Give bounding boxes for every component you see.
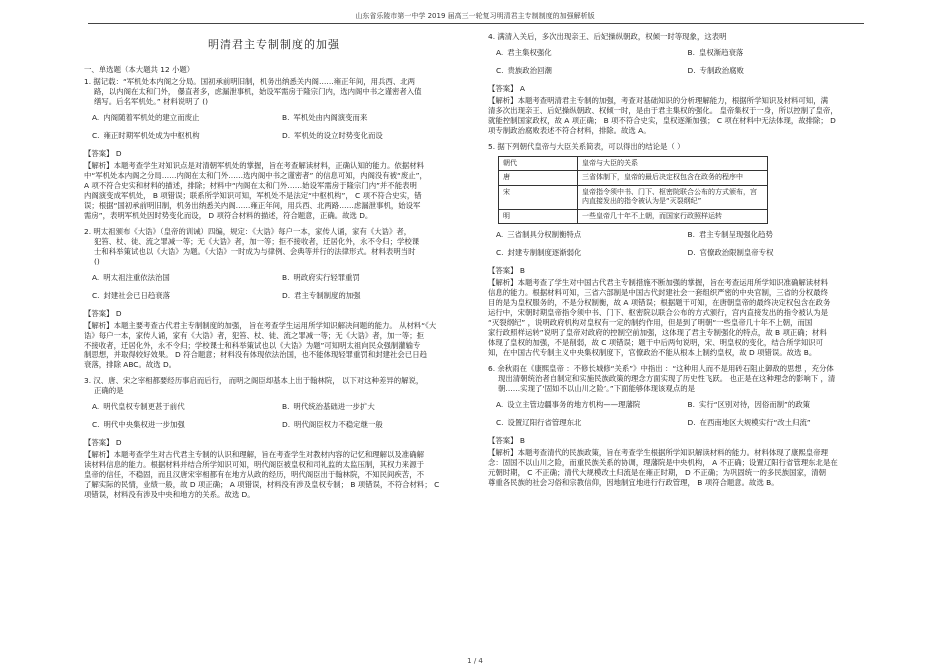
question-text: 缮写。后名军机处。” 材料说明了 () — [94, 96, 209, 106]
table-row — [499, 171, 768, 185]
option-key: A. — [496, 399, 504, 409]
table-cell: 朝代 — [499, 156, 578, 170]
option — [92, 402, 274, 412]
option-key: D. — [687, 417, 696, 427]
question-text: () — [94, 256, 100, 266]
right-column — [488, 32, 871, 494]
option — [496, 418, 680, 428]
question — [488, 364, 871, 488]
explanation-line: 项专制政治腐败表述不符合材料，排除。故选 A。 — [488, 125, 651, 135]
table-cell: 三省体制下，皇帝的最后决定权包含在政务的程序中 — [578, 171, 768, 185]
explanation-line: 误；根据“国初承前明旧制，机务出纳悉关内阁……雍正年间，用兵西、北两路……虑漏泄事机，始设军 — [84, 200, 421, 210]
option — [282, 420, 464, 430]
option-text: 皇权渐趋衰落 — [698, 47, 744, 57]
explanation-line: 【解析】本题主要考查古代君主专制制度的加强， 旨在考查学生运用所学知识解决问题的能力。 从材料“《大 — [84, 320, 437, 330]
explanation-line: 运行中，宋朝时期皇帝指令须中书、门下、枢密院以联合公布的方式颁行，宫内直接发出的指令被认为是 — [488, 307, 828, 317]
explanation-line: 中“军机处本内阁之分局……内阁在太和门外……选内阁中书之谨密者” 的信息可知，内阁没有被“废止”， — [84, 170, 427, 180]
explanation — [84, 321, 464, 371]
answer: 【答案】 D — [84, 148, 122, 158]
option-text: 封建专制制度逐渐弱化 — [507, 248, 582, 258]
explanation-line: 就能控制国家政权，故 A 项正确； B 项不符合史实，皇权逐渐加强； C 项在材料中无法体现，故排除； D — [488, 115, 836, 125]
explanation-line: 家行政照样运转”说明了皇帝对政府的控制空前加强，这体现了君主专制强化的特点，故 B 项正确；材料 — [488, 327, 827, 337]
explanation-line: 目的是为皇权服务的，不是分权制衡，故 A 项错误；根据题干可知，在唐朝皇帝的最终决定权包含在政务 — [488, 297, 831, 307]
option-text: 三省制具分权制衡特点 — [507, 230, 582, 240]
option-text: 明代中央集权进一步加强 — [103, 420, 185, 430]
option — [496, 248, 680, 258]
option-key: C. — [496, 65, 504, 75]
option — [282, 113, 464, 123]
question-text: 3. 汉、唐、宋之宰相都要经历事启而后行， 而明之阁臣却基本上出于翰林院， 以下对这种差异的解说， — [84, 376, 424, 386]
question — [488, 32, 871, 136]
options — [496, 48, 871, 76]
left-questions — [84, 77, 464, 500]
option-key: B. — [687, 399, 695, 409]
explanation-line: 念：固国不以山川之险，而重民族关系的协调，理藩院是中央机构， A 不正确；设置辽阳行省管理东北是在 — [488, 457, 838, 467]
option-key: D. — [282, 130, 291, 140]
option-key: C. — [92, 130, 100, 140]
table-row — [499, 156, 768, 170]
option-key: C. — [496, 248, 504, 258]
explanation-line: 知，在中国古代专制主义中央集权制度下，官僚政治不能从根本上制约皇权，故 D 项错误。故选 B。 — [488, 347, 817, 357]
option-key: D. — [687, 65, 696, 75]
question-text: 现出清朝统治者自制定和实施民族政策的理念方面实现了历史性飞跃。 也正是在这种理念的影响下 ，清 — [498, 373, 836, 383]
option — [92, 420, 274, 430]
table-cell: 皇帝与大臣的关系 — [578, 156, 768, 170]
document-title: 明清君主专制制度的加强 — [208, 38, 340, 51]
option-text: 军机处由内阁演变而来 — [293, 112, 368, 122]
header-rule — [88, 23, 864, 24]
option-key: B. — [282, 112, 290, 122]
option-text: 封建社会已日趋衰落 — [103, 290, 171, 300]
option — [496, 400, 680, 410]
option — [282, 291, 464, 301]
left-column — [84, 32, 464, 506]
table-row — [499, 209, 768, 223]
answer: 【答案】 B — [488, 435, 525, 445]
question — [84, 376, 464, 500]
option-text: 明政府实行轻罪重罚 — [293, 272, 360, 282]
question-text: 士和科举策试也以《大诰》为题。《大诰》一时成为与律例、会典等并行的法律形式。材料表明当时 — [94, 246, 416, 256]
option-text: 设立主管边疆事务的地方机构——理藩院 — [507, 399, 641, 409]
option — [282, 273, 464, 283]
options — [92, 402, 464, 430]
option — [496, 66, 680, 76]
option — [92, 273, 274, 283]
question-text: 犯笞、杖、徒、流之罪减一等；无《大诰》者，加一等；拒不接收者，迁居化外，永不令归；学校课 — [94, 236, 420, 246]
explanation-line: 需房”，表明军机处因时势变化而设， D 项符合材料的描述，符合题意，正确。故选 D。 — [84, 210, 373, 220]
page-number: 1 / 4 — [467, 656, 483, 665]
option-text: 君主专制呈现强化趋势 — [698, 230, 773, 240]
option-key: C. — [92, 420, 100, 430]
options — [496, 230, 871, 258]
explanation-line: 信息的能力。根据材料可知，三省六部制是中国古代封建社会一套组织严密的中央官制，三省的分权最终 — [488, 287, 828, 297]
option-text: 明代阁臣权力不稳定继一般 — [294, 420, 383, 430]
option-key: B. — [282, 272, 290, 282]
option — [688, 48, 872, 58]
option — [688, 418, 872, 428]
answer: 【答案】 D — [84, 438, 122, 448]
option-key: A. — [92, 112, 100, 122]
option-key: C. — [496, 417, 504, 427]
options — [92, 113, 464, 141]
option — [496, 230, 680, 240]
option — [688, 66, 872, 76]
explanation-line: 皇帝的信任，不稳固，而且汉唐宋宰相都有在地方从政的经历，明代阁臣出于翰林院，不知民间疾苦，不 — [84, 470, 424, 480]
page-header: 山东省乐陵市第一中学 2019 届高三一轮复习明清君主专制制度的加强解析版 — [355, 12, 595, 20]
table-cell: 一些皇帝几十年不上朝，而国家行政照样运转 — [578, 209, 768, 223]
option-key: A. — [496, 230, 504, 240]
option — [92, 113, 274, 123]
option — [282, 402, 464, 412]
option-key: D. — [687, 248, 696, 258]
explanation-line: 诰》每户一本，家传人诵，家有《大诰》者，犯笞、杖、徒、流之罪减一等；无《大诰》者，加一等；拒 — [84, 330, 424, 340]
explanation-line: 衰落，排除 ABC。故选 D。 — [84, 360, 177, 370]
explanation-line: 尊重各民族的社会习俗和宗教信仰，因地制宜地进行行政管理， B 项符合题意。故选 B。 — [488, 477, 779, 487]
option-text: 明太祖注重依法治国 — [103, 272, 170, 282]
question — [488, 142, 871, 358]
option-text: 雍正时期军机处成为中枢机构 — [103, 130, 200, 140]
option-key: B. — [282, 402, 290, 412]
question-text: 5. 据下列朝代皇帝与大臣关系简表，可以得出的结论是（ ） — [488, 141, 685, 151]
option-text: 明代皇权专制更甚于前代 — [103, 402, 185, 412]
option — [282, 131, 464, 141]
table-cell: 皇帝指令须中书、门下、枢密院联合公布的方式颁布，宫内直接发出的指令被认为是“灭裂纲纪” — [578, 185, 768, 209]
option — [496, 48, 680, 58]
explanation-line: 【解析】本题考查清代的民族政策，旨在考查学生根据所学知识解读材料的能力。材料体现了康熙皇帝理 — [488, 447, 828, 457]
explanation-line: 【解析】本题考查学生对古代君主专制的认识和理解，旨在考查学生对教材内容的记忆和理解以及准确解 — [84, 450, 424, 460]
option-text: 在西南地区大规模实行“改土归流” — [699, 417, 811, 427]
option-key: D. — [282, 420, 291, 430]
table-cell: 唐 — [499, 171, 578, 185]
option-key: A. — [92, 402, 100, 412]
question-text: 路，以内阁在太和门外， 儤直者多，虑漏泄事机，始设军需房于隆宗门内，选内阁中书之谨密者入值 — [94, 86, 422, 96]
explanation-line: 体现了皇权的加强，不是削弱，故 C 项错误；题干中后两句说明，宋、明皇权的变化，结合所学知识可 — [488, 337, 824, 347]
option-key: D. — [282, 290, 291, 300]
explanation-line: 内阁演变成军机处， B 项错误；联系所学知识可知，军机处不是法定“中枢机构”， C 项不符合史实，错 — [84, 190, 422, 200]
table-cell: 明 — [499, 209, 578, 223]
explanation-line: 读材料信息的能力。根据材料并结合所学知识可知，明代阁臣被皇权和司礼监的太监压制，其权力来源于 — [84, 460, 424, 470]
options — [92, 273, 464, 301]
explanation-line: 【解析】本题考查了学生对中国古代君主专制措施不断加强的掌握，旨在考查运用所学知识准确解读材料 — [488, 278, 828, 287]
option — [688, 230, 872, 240]
explanation-line: 清多次出现亲王、后妃操纵朝政、权倾一时，是由于君主集权的强化。 皇帝集权于一身，所以控制了皇帝， — [488, 105, 838, 115]
options — [496, 400, 871, 428]
option — [688, 248, 872, 258]
explanation-line: 制思想，并取得较好效果。 D 符合题意；材料没有体现依法治国，也不能体现轻罪重罚和封建社会已日趋 — [84, 350, 427, 360]
question-text: 1. 据记载：“军机处本内阁之分局。国初承前明旧制，机务出纳悉关内阁……雍正年间，用兵西、北两 — [84, 76, 416, 86]
option — [92, 291, 274, 301]
explanation-line: 不接收者，迁居化外，永不令归；学校课士和科举策试也以《大诰》为题”可知明太祖向民众强制灌输专 — [84, 340, 421, 350]
explanation — [84, 161, 464, 221]
question — [84, 77, 464, 221]
option-text: 贵族政治回潮 — [507, 65, 552, 75]
option-text: 君主专制制度的加强 — [294, 290, 361, 300]
question-text: 4. 满清入关后，多次出现亲王、后妃操纵朝政，权倾一时等现象，这表明 — [488, 32, 727, 41]
answer: 【答案】 B — [488, 266, 525, 276]
explanation-line: “灭裂纲纪” ，说明政府机构对皇权有一定的制约作用，但是到了明朝“一些皇帝几十年不上朝，而国 — [488, 317, 813, 327]
explanation-line: A 项不符合史实和材料的描述，排除；材料中“内阁在太和门外……始设军需房于隆宗门内”并不能表明 — [84, 180, 417, 190]
explanation — [488, 448, 871, 488]
option-key: A. — [92, 272, 100, 282]
explanation — [488, 278, 871, 358]
section-heading: 一、单选题（本大题共 12 小题） — [84, 64, 195, 74]
explanation-line: 了解实际的民情，业绩一般，故 D 项正确； A 项错误，材料没有涉及皇权专制； B 项错误，不符合材料； C — [84, 480, 440, 490]
question-text: 6. 余秋雨在《康熙皇帝 ：不修长城修“关系”》中指出 ：“这种用人而不是用砖石阻止御敌的思想 ，充分体 — [488, 363, 834, 373]
explanation-line: 【解析】本题考查学生对知识点是对清朝军机处的掌握，旨在考查解读材料，正确认知的能力。依据材料 — [84, 160, 424, 170]
option-text: 设置辽阳行省管理东北 — [507, 417, 582, 427]
option-text: 明代统治基础进一步扩大 — [293, 402, 375, 412]
option-text: 实行“区别对待，因俗而制”的政策 — [698, 399, 811, 409]
question-text: 朝……实现了‘固如不以山川之险’。”下面能够体现该观点的是 — [498, 383, 695, 393]
option-key: B. — [687, 230, 695, 240]
right-questions — [488, 32, 871, 488]
option-key: B. — [687, 47, 695, 57]
option-key: C. — [92, 290, 100, 300]
question-text: 2. 明太祖颁布《大诰》（皇帝的训诫）四编，规定：《大诰》每户一本，家传人诵，家有《大诰》者， — [84, 226, 412, 236]
option — [92, 131, 274, 141]
option-text: 军机处的设立时势变化而设 — [294, 130, 383, 140]
option-text: 君主集权强化 — [507, 47, 552, 57]
data-table — [498, 156, 768, 224]
answer: 【答案】 D — [84, 308, 122, 318]
option-text: 官僚政治限制皇帝专权 — [699, 248, 774, 258]
table-cell: 宋 — [499, 185, 578, 209]
option-text: 内阁随着军机处的建立而废止 — [103, 112, 200, 122]
answer: 【答案】 A — [488, 83, 525, 93]
explanation — [488, 96, 871, 136]
explanation-line: 【解析】本题考查明清君主专制的加强，考查对基础知识的分析理解能力，根据所学知识及材料可知，满 — [488, 95, 828, 105]
option-text: 专制政治腐败 — [699, 65, 744, 75]
explanation — [84, 450, 464, 500]
option — [688, 400, 872, 410]
explanation-line: 项错误，材料没有涉及中央和地方的关系。故选 D。 — [84, 490, 255, 500]
explanation-line: 元朝时期， C 不正确；清代大规模改土归流是在雍正时期， D 不正确；为巩固统一的多民族国家，清朝 — [488, 467, 827, 477]
table-row — [499, 185, 768, 209]
question-text: 正确的是 — [94, 386, 124, 396]
question — [84, 227, 464, 371]
option-key: A. — [496, 47, 504, 57]
